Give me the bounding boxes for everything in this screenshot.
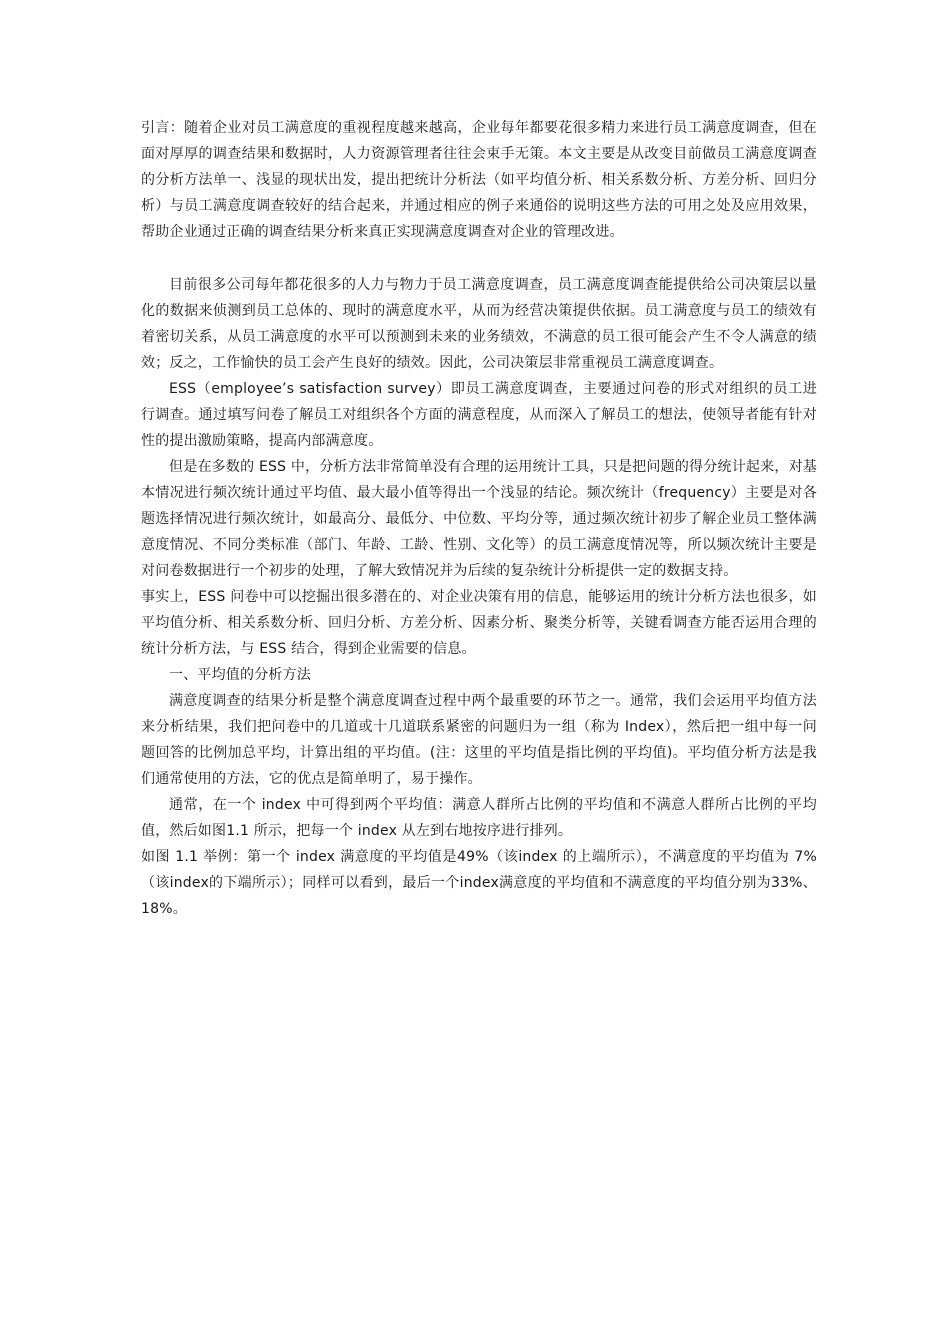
body-paragraph: 如图 1.1 举例：第一个 index 满意度的平均值是49%（该index 的上端所示），不满意度的平均值为 7%（该index的下端所示）；同样可以看到，最后一个index满意度的平均值和不满意度的平均值分别为33%、18%。 xyxy=(141,849,817,917)
paragraph-gap xyxy=(141,245,817,272)
body-paragraph: 但是在多数的 ESS 中，分析方法非常简单没有合理的运用统计工具，只是把问题的得分统计起来，对基本情况进行频次统计通过平均值、最大最小值等得出一个浅显的结论。频次统计（frequency）主要是对各题选择情况进行频次统计，如最高分、最低分、中位数、平均分等，通过频次统计初步了解企业员工整体满意度情况、不同分类标准（部门、年龄、工龄、性别、文化等）的员工满意度情况等，所以频次统计主要是对问卷数据进行一个初步的处理，了解大致情况并为后续的复杂统计分析提供一定的数据支持。 xyxy=(141,459,817,579)
intro-paragraph: 引言：随着企业对员工满意度的重视程度越来越高，企业每年都要花很多精力来进行员工满意度调查，但在面对厚厚的调查结果和数据时，人力资源管理者往往会束手无策。本文主要是从改变目前做员工满意度调查的分析方法单一、浅显的现状出发，提出把统计分析法（如平均值分析、相关系数分析、方差分析、回归分析）与员工满意度调查较好的结合起来，并通过相应的例子来通俗的说明这些方法的可用之处及应用效果，帮助企业通过正确的调查结果分析来真正实现满意度调查对企业的管理改进。 xyxy=(141,120,817,240)
body-paragraph: 通常，在一个 index 中可得到两个平均值：满意人群所占比例的平均值和不满意人群所占比例的平均值，然后如图1.1 所示，把每一个 index 从左到右地按序进行排列。 xyxy=(141,797,817,839)
body-paragraph: 满意度调查的结果分析是整个满意度调查过程中两个最重要的环节之一。通常，我们会运用平均值方法来分析结果，我们把问卷中的几道或十几道联系紧密的问题归为一组（称为 Index），然后把一组中每一问题回答的比例加总平均，计算出组的平均值。(注：这里的平均值是指比例的平均值)。平均值分析方法是我们通常使用的方法，它的优点是简单明了，易于操作。 xyxy=(141,693,817,787)
body-paragraph: ESS（employee’s satisfaction survey）即员工满意度调查，主要通过问卷的形式对组织的员工进行调查。通过填写问卷了解员工对组织各个方面的满意程度，从而深入了解员工的想法，使领导者能有针对性的提出激励策略，提高内部满意度。 xyxy=(141,381,817,449)
body-paragraph: 事实上，ESS 问卷中可以挖掘出很多潜在的、对企业决策有用的信息，能够运用的统计分析方法也很多，如平均值分析、相关系数分析、回归分析、方差分析、因素分析、聚类分析等，关键看调查方能否运用合理的统计分析方法，与 ESS 结合，得到企业需要的信息。 xyxy=(141,589,817,657)
body-paragraph: 目前很多公司每年都花很多的人力与物力于员工满意度调查，员工满意度调查能提供给公司决策层以量化的数据来侦测到员工总体的、现时的满意度水平，从而为经营决策提供依据。员工满意度与员工的绩效有着密切关系，从员工满意度的水平可以预测到未来的业务绩效，不满意的员工很可能会产生不令人满意的绩效；反之，工作愉快的员工会产生良好的绩效。因此，公司决策层非常重视员工满意度调查。 xyxy=(141,277,817,371)
document-body xyxy=(141,115,817,922)
section-heading: 一、平均值的分析方法 xyxy=(169,667,311,683)
